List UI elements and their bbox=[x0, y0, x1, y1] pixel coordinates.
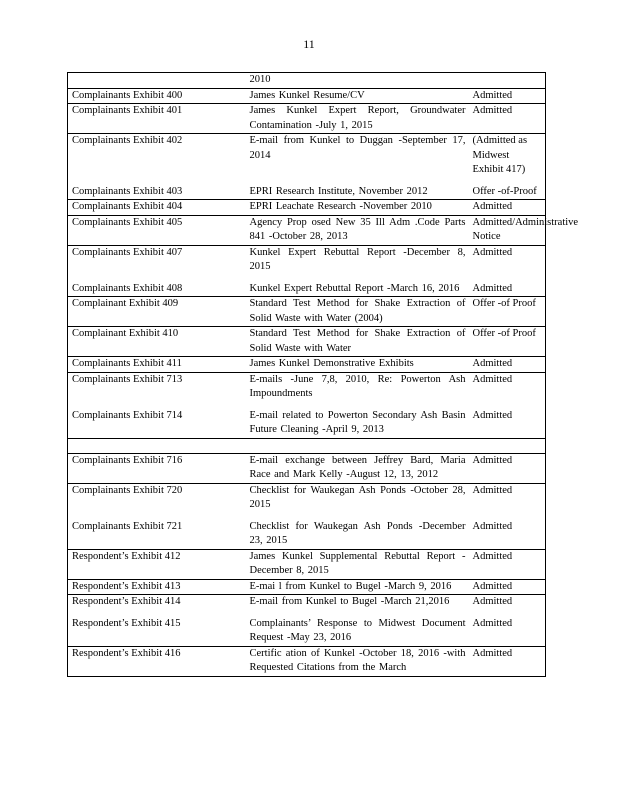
table-row bbox=[68, 134, 546, 178]
exhibit-status bbox=[469, 438, 546, 453]
table-row bbox=[68, 646, 546, 676]
exhibit-description: E-mails -June 7,8, 2010, Re: Powerton Ash Impoundments bbox=[246, 372, 469, 402]
exhibit-label: Complainants Exhibit 407 bbox=[68, 245, 246, 275]
exhibit-label: Respondent’s Exhibit 412 bbox=[68, 549, 246, 579]
exhibit-description: Standard Test Method for Shake Extraction of Solid Waste with Water bbox=[246, 327, 469, 357]
exhibit-status: (Admitted as Midwest Exhibit 417) bbox=[469, 134, 546, 178]
table-row bbox=[68, 513, 546, 550]
table-row bbox=[68, 275, 546, 297]
exhibit-label: Complainants Exhibit 714 bbox=[72, 409, 183, 421]
exhibit-label: Complainants Exhibit 720 bbox=[68, 483, 246, 513]
table-row bbox=[68, 297, 546, 327]
exhibit-status: Admitted bbox=[469, 372, 546, 402]
exhibit-description: Certific ation of Kunkel -October 18, 2016 -with Requested Citations from the March bbox=[246, 646, 469, 676]
table-row bbox=[68, 372, 546, 402]
exhibit-status: Offer -of Proof bbox=[469, 327, 546, 357]
exhibit-label: Complainant Exhibit 409 bbox=[68, 297, 246, 327]
exhibit-description: E-mai l from Kunkel to Bugel -March 9, 2016 bbox=[246, 579, 469, 595]
exhibit-label: Respondent’s Exhibit 413 bbox=[68, 579, 246, 595]
exhibit-description: EPRI Research Institute, November 2012 bbox=[249, 185, 428, 197]
exhibit-description: Complainants’ Response to Midwest Document Request -May 23, 2016 bbox=[249, 617, 466, 643]
exhibit-label: Complainants Exhibit 403 bbox=[72, 185, 183, 197]
exhibit-status: Admitted bbox=[472, 409, 513, 421]
exhibit-description: James Kunkel Resume/CV bbox=[246, 88, 469, 104]
blank-row bbox=[68, 438, 546, 453]
exhibit-status: Admitted bbox=[469, 453, 546, 483]
exhibit-description: E-mail from Kunkel to Bugel -March 21,2016 bbox=[246, 595, 469, 610]
exhibit-label: Complainant Exhibit 410 bbox=[68, 327, 246, 357]
exhibit-label: Complainants Exhibit 400 bbox=[68, 88, 246, 104]
table-row bbox=[68, 610, 546, 647]
exhibit-description: Standard Test Method for Shake Extraction of Solid Waste with Water (2004) bbox=[246, 297, 469, 327]
exhibit-label: Respondent’s Exhibit 414 bbox=[68, 595, 246, 610]
exhibit-status: Admitted bbox=[472, 282, 513, 294]
table-row bbox=[68, 327, 546, 357]
exhibit-description: EPRI Leachate Research -November 2010 bbox=[246, 200, 469, 216]
exhibit-table-body bbox=[68, 73, 579, 677]
table-row bbox=[68, 178, 546, 200]
table-row bbox=[68, 483, 546, 513]
exhibit-description: E-mail from Kunkel to Duggan -September 17, 2014 bbox=[246, 134, 469, 178]
exhibit-status: Admitted bbox=[469, 549, 546, 579]
table-row bbox=[68, 73, 546, 89]
exhibit-label: Complainants Exhibit 405 bbox=[68, 215, 246, 245]
exhibit-description: 2010 bbox=[249, 74, 271, 85]
exhibit-label bbox=[68, 73, 246, 89]
exhibit-description: Agency Prop osed New 35 Ill Adm .Code Parts 841 -October 28, 2013 bbox=[246, 215, 469, 245]
table-row bbox=[68, 88, 546, 104]
table-row bbox=[68, 215, 546, 245]
exhibit-label: Complainants Exhibit 401 bbox=[68, 104, 246, 134]
exhibit-status: Admitted bbox=[469, 579, 546, 595]
exhibit-label: Respondent’s Exhibit 415 bbox=[72, 617, 181, 629]
table-row bbox=[68, 357, 546, 373]
table-row bbox=[68, 453, 546, 483]
table-row bbox=[68, 200, 546, 216]
table-row bbox=[68, 104, 546, 134]
exhibit-label: Complainants Exhibit 713 bbox=[68, 372, 246, 402]
exhibit-description: Kunkel Expert Rebuttal Report -December 8, 2015 bbox=[246, 245, 469, 275]
exhibit-description: James Kunkel Demonstrative Exhibits bbox=[246, 357, 469, 373]
exhibit-status bbox=[469, 73, 546, 89]
exhibit-label bbox=[68, 438, 246, 453]
exhibit-status: Admitted bbox=[469, 104, 546, 134]
exhibit-status: Admitted bbox=[472, 520, 513, 532]
exhibit-description: James Kunkel Expert Report, Groundwater Contamination -July 1, 2015 bbox=[246, 104, 469, 134]
exhibit-status: Admitted bbox=[469, 595, 546, 610]
exhibit-label: Complainants Exhibit 716 bbox=[68, 453, 246, 483]
exhibit-status: Admitted bbox=[469, 200, 546, 216]
exhibit-description: Checklist for Waukegan Ash Ponds -October 28, 2015 bbox=[246, 483, 469, 513]
exhibit-description: Checklist for Waukegan Ash Ponds -December 23, 2015 bbox=[249, 520, 466, 546]
exhibit-description: E-mail exchange between Jeffrey Bard, Maria Race and Mark Kelly -August 12, 13, 2012 bbox=[246, 453, 469, 483]
table-row bbox=[68, 245, 546, 275]
exhibit-status: Offer -of-Proof bbox=[472, 185, 537, 197]
exhibit-status: Admitted bbox=[469, 245, 546, 275]
exhibit-label: Complainants Exhibit 721 bbox=[72, 520, 183, 532]
exhibit-label: Complainants Exhibit 404 bbox=[68, 200, 246, 216]
exhibit-status: Admitted bbox=[469, 357, 546, 373]
exhibit-table bbox=[67, 72, 579, 677]
table-row bbox=[68, 595, 546, 610]
exhibit-status: Admitted bbox=[469, 646, 546, 676]
exhibit-description: E-mail related to Powerton Secondary Ash Basin Future Cleaning -April 9, 2013 bbox=[249, 409, 466, 435]
exhibit-description: Kunkel Expert Rebuttal Report -March 16, 2016 bbox=[249, 282, 460, 294]
exhibit-label: Complainants Exhibit 408 bbox=[72, 282, 183, 294]
exhibit-description bbox=[246, 438, 469, 453]
table-row bbox=[68, 549, 546, 579]
page-number: 11 bbox=[303, 37, 315, 51]
table-row bbox=[68, 402, 546, 439]
exhibit-status: Admitted bbox=[472, 617, 513, 629]
exhibit-status: Admitted bbox=[469, 88, 546, 104]
exhibit-label: Respondent’s Exhibit 416 bbox=[68, 646, 246, 676]
table-row bbox=[68, 579, 546, 595]
exhibit-status: Admitted/Administrative Notice bbox=[469, 215, 546, 245]
exhibit-status: Offer -of Proof bbox=[469, 297, 546, 327]
exhibit-label: Complainants Exhibit 411 bbox=[68, 357, 246, 373]
exhibit-label: Complainants Exhibit 402 bbox=[68, 134, 246, 178]
exhibit-status: Admitted bbox=[469, 483, 546, 513]
exhibit-description: James Kunkel Supplemental Rebuttal Report -December 8, 2015 bbox=[246, 549, 469, 579]
